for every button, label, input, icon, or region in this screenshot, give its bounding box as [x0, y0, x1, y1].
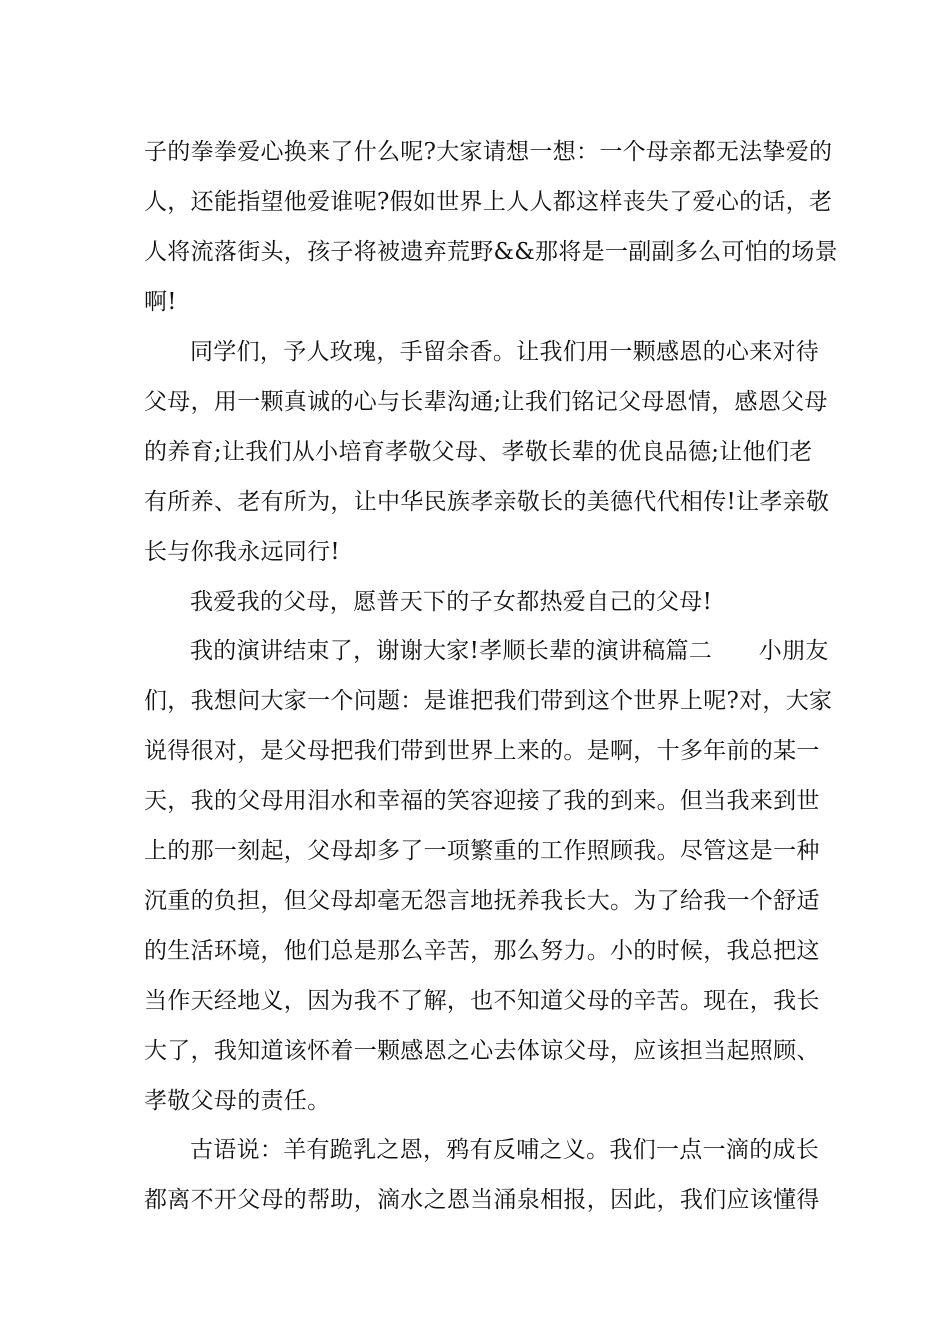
text-line: 说得很对，是父母把我们带到世界上来的。是啊，十多年前的某一 — [144, 738, 820, 764]
text-line: 当作天经地义，因为我不了解，也不知道父母的辛苦。现在，我长 — [144, 988, 820, 1014]
text-line: 父母，用一颗真诚的心与长辈沟通;让我们铭记父母恩情，感恩父母 — [144, 389, 828, 415]
text-line: 啊! — [144, 289, 177, 315]
text-line: 的养育;让我们从小培育孝敬父母、孝敬长辈的优良品德;让他们老 — [144, 439, 813, 465]
text-line: 都离不开父母的帮助，滴水之恩当涌泉相报，因此，我们应该懂得 — [144, 1187, 820, 1213]
text-line: 大了，我知道该怀着一颗感恩之心去体谅父母，应该担当起照顾、 — [144, 1038, 820, 1064]
text-line: 们，我想问大家一个问题：是谁把我们带到这个世界上呢?对，大家 — [144, 688, 833, 714]
text-line: 上的那一刻起，父母却多了一项繁重的工作照顾我。尽管这是一种 — [144, 838, 820, 864]
text-line: 沉重的负担，但父母却毫无怨言地抚养我长大。为了给我一个舒适 — [144, 888, 820, 914]
text-line: 孝敬父母的责任。 — [144, 1088, 331, 1114]
text-line: 人将流落街头，孩子将被遗弃荒野&&那将是一副副多么可怕的场景 — [144, 239, 838, 265]
text-line: 我爱我的父母，愿普天下的子女都热爱自己的父母! — [190, 589, 713, 615]
text-line: 同学们，予人玫瑰，手留余香。让我们用一颗感恩的心来对待 — [190, 339, 820, 365]
text-line: 有所养、老有所为，让中华民族孝亲敬长的美德代代相传!让孝亲敬 — [144, 489, 830, 515]
text-line: 的生活环境，他们总是那么辛苦，那么努力。小的时候，我总把这 — [144, 938, 820, 964]
text-line: 古语说：羊有跪乳之恩，鸦有反哺之义。我们一点一滴的成长 — [190, 1137, 820, 1163]
text-line: 我的演讲结束了，谢谢大家!孝顺长辈的演讲稿篇二 小朋友 — [190, 638, 829, 664]
text-line: 人，还能指望他爱谁呢?假如世界上人人都这样丧失了爱心的话，老 — [144, 189, 833, 215]
text-line: 长与你我永远同行! — [144, 539, 340, 565]
text-line: 子的拳拳爱心换来了什么呢?大家请想一想：一个母亲都无法挚爱的 — [144, 139, 833, 165]
text-line: 天，我的父母用泪水和幸福的笑容迎接了我的到来。但当我来到世 — [144, 788, 820, 814]
